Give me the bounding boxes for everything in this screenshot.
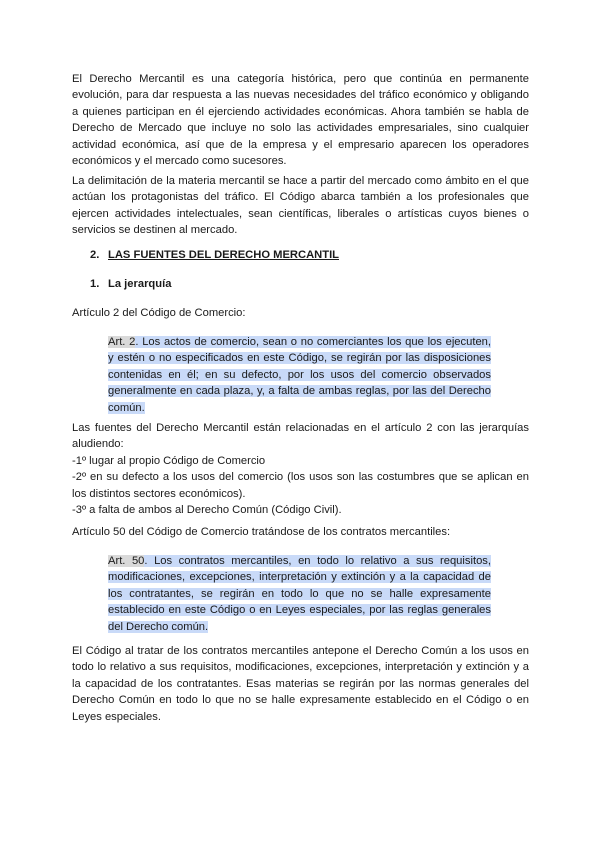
- quote-art50-text: . Los contratos mercantiles, en todo lo relativo a sus requisitos, modificaciones, excepciones, interpretación y extinción y a la capacidad de los contratantes, se regirán en todo lo que no se halle expresamente establecido en este Código o en Leyes especiales, por las reglas generales del Derecho común.: [108, 555, 491, 633]
- quote-art2-label: Art. 2: [108, 336, 136, 348]
- quote-art2-text: . Los actos de comercio, sean o no comerciantes los que los ejecuten, y estén o no especificados en este Código, se regirán por las disposiciones contenidas en él; en su defecto, por los usos del comercio observados generalmente en cada plaza, y, a falta de ambas reglas, por las del Derecho común.: [108, 336, 492, 414]
- paragraph-derecho-mercantil: El Derecho Mercantil es una categoría histórica, pero que continúa en permanente evolución, para dar respuesta a las nuevas necesidades del tráfico económico y obligando a quienes participan en él ejerciendo actividades económicas. Ahora también se habla de Derecho de Mercado que incluye no solo las actividades empresariales, sino cualquier actividad económica, así que de la empresa y el empresario aparecen los operadores económicos y el mercado como sucesores.: [72, 73, 529, 168]
- list-item: -3º a falta de ambos al Derecho Común (Código Civil).: [72, 504, 342, 517]
- section-title: LAS FUENTES DEL DERECHO MERCANTIL: [108, 249, 340, 261]
- section-number: 2.: [90, 249, 100, 261]
- art2-intro: Artículo 2 del Código de Comercio:: [72, 307, 246, 319]
- quote-art50-label: Art. 50: [108, 555, 145, 567]
- list-item: -2º en su defecto a los usos del comercio (los usos son las costumbres que se aplican en los distintos sectores económicos).: [72, 471, 529, 500]
- art50-intro: Artículo 50 del Código de Comercio tratándose de los contratos mercantiles:: [72, 526, 451, 538]
- quote-art2: [108, 334, 491, 416]
- subsection-heading: [90, 276, 547, 292]
- list-item: -1º lugar al propio Código de Comercio: [72, 454, 266, 467]
- subsection-number: 1.: [90, 278, 100, 290]
- paragraph-delimitacion: La delimitación de la materia mercantil se hace a partir del mercado como ámbito en el que actúan los protagonistas del tráfico. El Código abarca también a los profesionales que ejercen actividades intelectuales, sean científicas, liberales o artísticas cuyos bienes o servicios se destinen al mercado.: [72, 175, 529, 237]
- quote-art50: [108, 553, 491, 635]
- fuentes-list: [72, 453, 529, 519]
- fuentes-intro: Las fuentes del Derecho Mercantil están relacionadas en el artículo 2 con las jerarquías aludiendo:: [72, 422, 529, 451]
- subsection-title: La jerarquía: [108, 278, 172, 290]
- section-heading: [90, 247, 547, 263]
- paragraph-final: El Código al tratar de los contratos mercantiles antepone el Derecho Común a los usos en todo lo relativo a sus requisitos, modificaciones, excepciones, interpretación y extinción y a la capacidad de los contratantes. Esas materias se regirán por las normas generales del Derecho Común en todo lo que no se halle expresamente establecido en el Código o en Leyes especiales.: [72, 645, 529, 723]
